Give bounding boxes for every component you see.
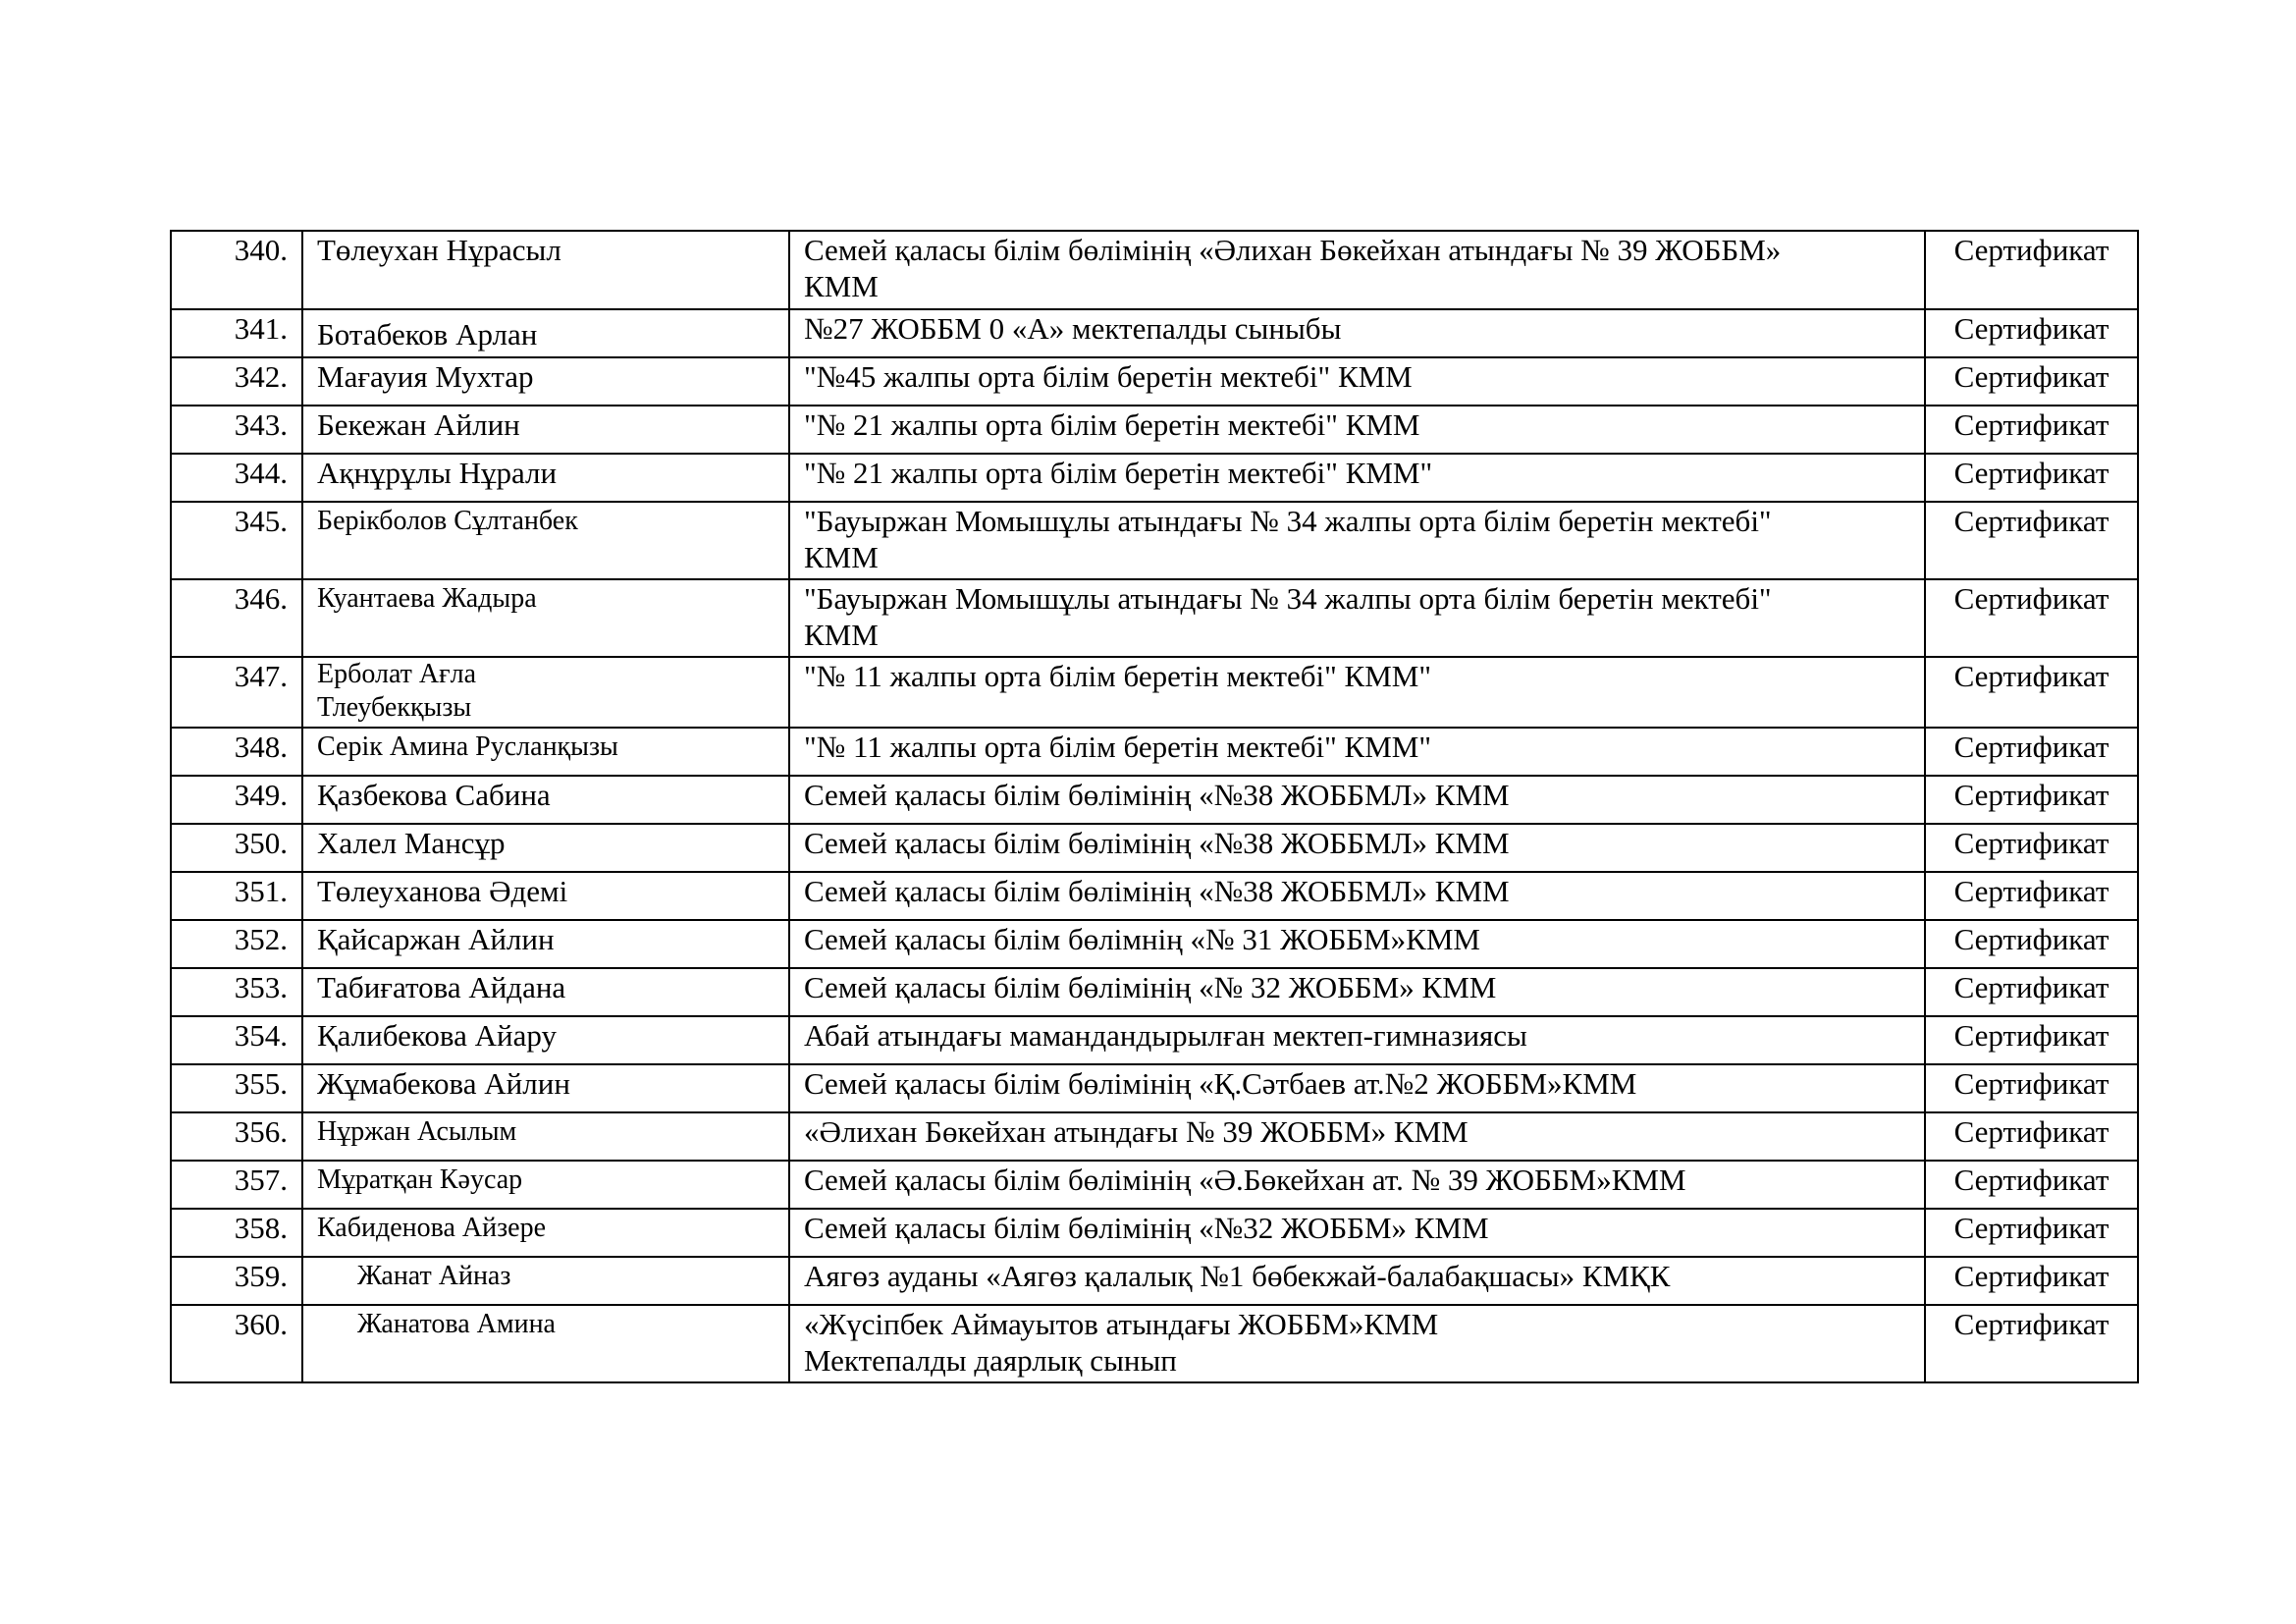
row-number: 355. [171,1064,302,1112]
table-row [171,1016,2138,1064]
participant-name: Қайсаржан Айлин [302,920,789,968]
participant-name: Бекежан Айлин [302,406,789,454]
award-status: Сертификат [1925,920,2138,968]
award-status: Сертификат [1925,1209,2138,1257]
table-row [171,357,2138,406]
award-status: Сертификат [1925,231,2138,309]
row-number: 358. [171,1209,302,1257]
participant-name: Кабиденова Айзере [302,1209,789,1257]
row-number: 352. [171,920,302,968]
organization: Семей қаласы білім бөлімінің «Әлихан Бөкейхан атындағы № 39 ЖОББМ» КММ [789,231,1925,309]
row-number: 359. [171,1257,302,1305]
row-number: 342. [171,357,302,406]
participant-name: Төлеуханова Әдемі [302,872,789,920]
row-number: 349. [171,776,302,824]
table-row [171,968,2138,1016]
award-status: Сертификат [1925,579,2138,657]
organization: "Бауыржан Момышұлы атындағы № 34 жалпы орта білім беретін мектебі" КММ [789,502,1925,579]
award-status: Сертификат [1925,824,2138,872]
award-status: Сертификат [1925,1112,2138,1161]
row-number: 344. [171,454,302,502]
award-status: Сертификат [1925,1257,2138,1305]
table-row [171,1161,2138,1209]
table-row [171,1257,2138,1305]
participant-name: Берікболов Сұлтанбек [302,502,789,579]
participant-name: Халел Мансұр [302,824,789,872]
award-status: Сертификат [1925,728,2138,776]
row-number: 348. [171,728,302,776]
participant-name: Куантаева Жадыра [302,579,789,657]
row-number: 340. [171,231,302,309]
award-status: Сертификат [1925,406,2138,454]
row-number: 354. [171,1016,302,1064]
table-row [171,502,2138,579]
table-row [171,1064,2138,1112]
organization: Семей қаласы білім бөлімінің «Ә.Бөкейхан ат. № 39 ЖОББМ»КММ [789,1161,1925,1209]
participant-name: Нұржан Асылым [302,1112,789,1161]
table-row [171,1305,2138,1382]
award-status: Сертификат [1925,357,2138,406]
table-row [171,776,2138,824]
award-status: Сертификат [1925,454,2138,502]
participant-name: Ерболат Ағла Тлеубекқызы [302,657,789,728]
award-status: Сертификат [1925,1161,2138,1209]
table-row [171,920,2138,968]
award-status: Сертификат [1925,872,2138,920]
organization: «Жүсіпбек Аймауытов атындағы ЖОББМ»КММ Мектепалды даярлық сынып [789,1305,1925,1382]
table-row [171,1112,2138,1161]
organization: Семей қаласы білім бөлімінің «№38 ЖОББМЛ» КММ [789,776,1925,824]
organization: №27 ЖОББМ 0 «А» мектепалды сыныбы [789,309,1925,357]
award-status: Сертификат [1925,968,2138,1016]
row-number: 350. [171,824,302,872]
organization: «Әлихан Бөкейхан атындағы № 39 ЖОББМ» КММ [789,1112,1925,1161]
row-number: 346. [171,579,302,657]
row-number: 343. [171,406,302,454]
organization: Семей қаласы білім бөлімінің «№ 32 ЖОББМ» КММ [789,968,1925,1016]
organization: "№ 11 жалпы орта білім беретін мектебі" КММ" [789,657,1925,728]
table-row [171,579,2138,657]
award-status: Сертификат [1925,1305,2138,1382]
organization: Семей қаласы білім бөлімінің «Қ.Сәтбаев ат.№2 ЖОББМ»КММ [789,1064,1925,1112]
participant-name: Қалибекова Айару [302,1016,789,1064]
participant-name: Жанат Айназ [302,1257,789,1305]
participant-name: Мұратқан Кәусар [302,1161,789,1209]
organization: "№45 жалпы орта білім беретін мектебі" КММ [789,357,1925,406]
row-number: 356. [171,1112,302,1161]
row-number: 347. [171,657,302,728]
participant-name: Төлеухан Нұрасыл [302,231,789,309]
table-row [171,406,2138,454]
organization: Семей қаласы білім бөлімінің «№38 ЖОББМЛ» КММ [789,872,1925,920]
participant-name: Ботабеков Арлан [302,309,789,357]
organization: "№ 11 жалпы орта білім беретін мектебі" КММ" [789,728,1925,776]
row-number: 341. [171,309,302,357]
organization: Семей қаласы білім бөлімнің «№ 31 ЖОББМ»КММ [789,920,1925,968]
award-status: Сертификат [1925,1016,2138,1064]
row-number: 357. [171,1161,302,1209]
organization: Семей қаласы білім бөлімінің «№38 ЖОББМЛ» КММ [789,824,1925,872]
award-status: Сертификат [1925,1064,2138,1112]
table-row [171,309,2138,357]
table-row [171,1209,2138,1257]
participant-name: Серік Амина Русланқызы [302,728,789,776]
table-row [171,454,2138,502]
award-status: Сертификат [1925,776,2138,824]
table-row [171,824,2138,872]
row-number: 351. [171,872,302,920]
award-status: Сертификат [1925,309,2138,357]
participant-name: Қазбекова Сабина [302,776,789,824]
records-table [170,230,2139,1383]
table-row [171,872,2138,920]
participant-name: Ақнұрұлы Нұрали [302,454,789,502]
row-number: 345. [171,502,302,579]
table-row [171,657,2138,728]
organization: "№ 21 жалпы орта білім беретін мектебі" КММ" [789,454,1925,502]
organization: Аягөз ауданы «Аягөз қалалық №1 бөбекжай-балабақшасы» КМҚК [789,1257,1925,1305]
participant-name: Жұмабекова Айлин [302,1064,789,1112]
organization: Абай атындағы мамандандырылған мектеп-гимназиясы [789,1016,1925,1064]
row-number: 353. [171,968,302,1016]
participant-name: Жанатова Амина [302,1305,789,1382]
organization: "№ 21 жалпы орта білім беретін мектебі" КММ [789,406,1925,454]
organization: Семей қаласы білім бөлімінің «№32 ЖОББМ» КММ [789,1209,1925,1257]
participant-name: Табиғатова Айдана [302,968,789,1016]
row-number: 360. [171,1305,302,1382]
award-status: Сертификат [1925,657,2138,728]
award-status: Сертификат [1925,502,2138,579]
table-row [171,728,2138,776]
organization: "Бауыржан Момышұлы атындағы № 34 жалпы орта білім беретін мектебі" КММ [789,579,1925,657]
participant-name: Мағауия Мухтар [302,357,789,406]
table-row [171,231,2138,309]
